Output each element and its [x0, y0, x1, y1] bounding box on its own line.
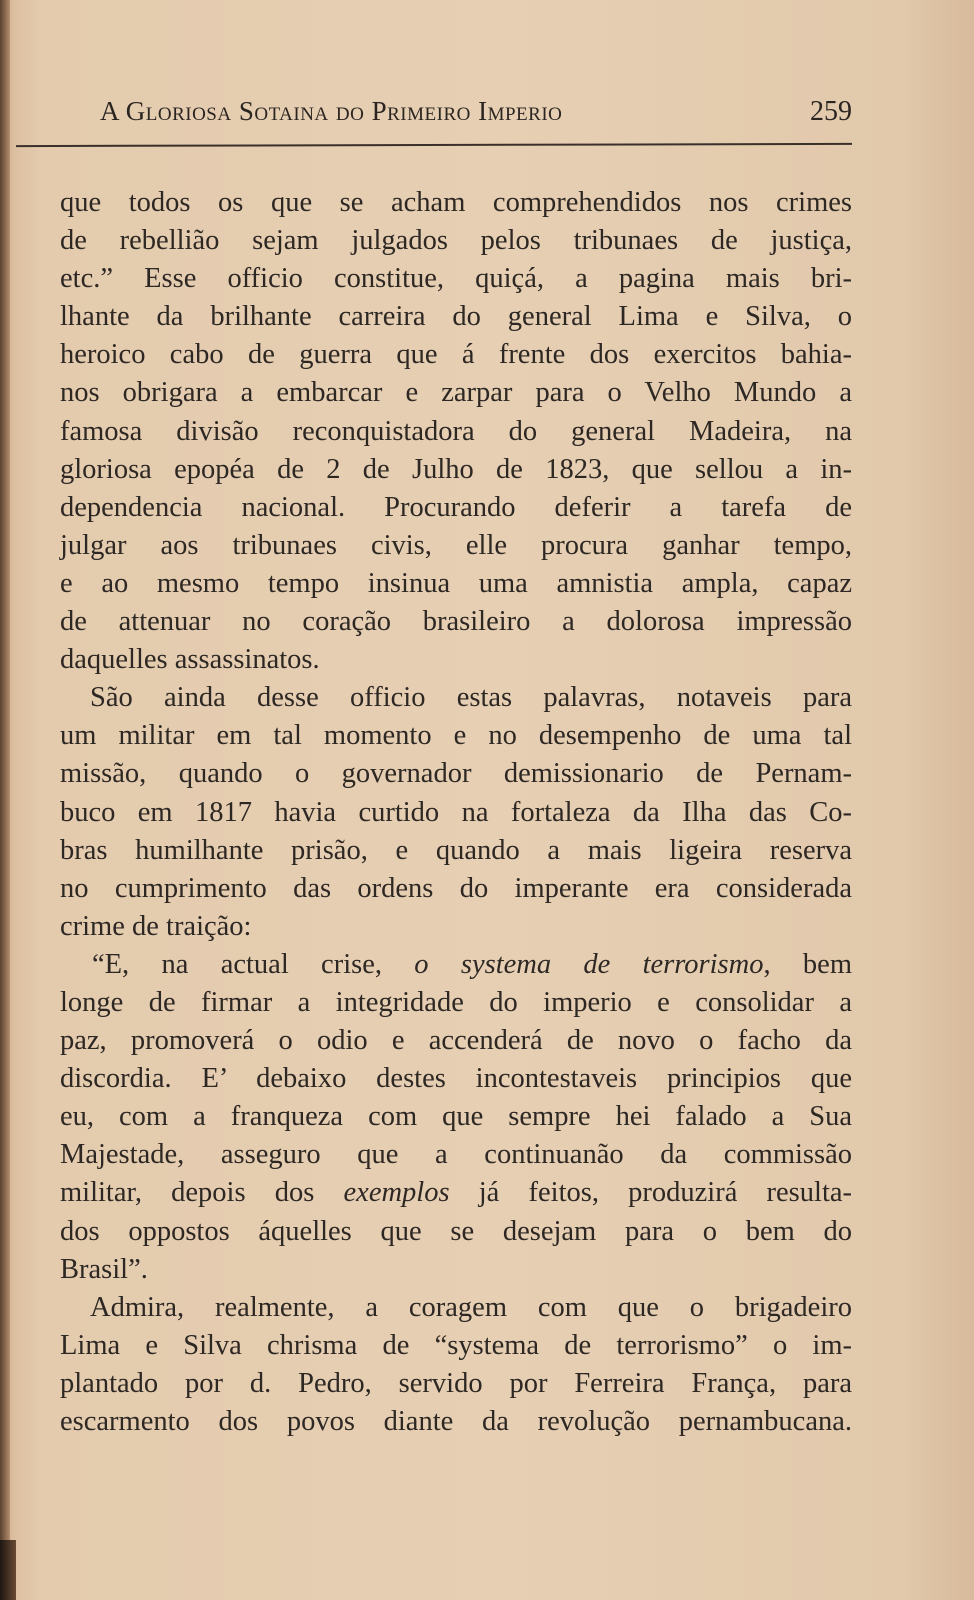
text-fragment: militar, depois dos — [60, 1177, 344, 1209]
quote-continue: , bem — [763, 948, 852, 980]
text-line: e ao mesmo tempo insinua uma amnistia ampla, capaz — [60, 567, 852, 599]
text-line-exemplos — [60, 1174, 852, 1212]
text-line: no cumprimento das ordens do imperante era considerada — [60, 872, 852, 904]
header-rule — [16, 143, 852, 147]
text-line: eu, com a franqueza com que sempre hei falado a Sua — [60, 1101, 852, 1133]
text-line: bras humilhante prisão, e quando a mais ligeira reserva — [60, 834, 852, 866]
quote-open: “E, na actual crise, — [92, 948, 415, 980]
text-line: São ainda desse officio estas palavras, notaveis para — [90, 682, 852, 714]
text-line: etc.” Esse officio constitue, quiçá, a pagina mais bri- — [60, 263, 852, 295]
running-title: A Gloriosa Sotaina do Primeiro Imperio — [100, 96, 563, 126]
text-line: escarmento dos povos diante da revolução pernambucana. — [60, 1406, 852, 1437]
text-line: de rebellião sejam julgados pelos tribunaes de justiça, — [60, 225, 852, 257]
text-line: Admira, realmente, a coragem com que o brigadeiro — [90, 1291, 852, 1323]
text-line: buco em 1817 havia curtido na fortaleza da Ilha das Co- — [60, 796, 852, 828]
text-fragment: já feitos, produzirá resulta- — [449, 1177, 852, 1209]
text-line: lhante da brilhante carreira do general Lima e Silva, o — [60, 301, 852, 333]
text-line: Majestade, asseguro que a continuanão da commissão — [60, 1139, 852, 1171]
text-line-quote-start — [92, 946, 852, 984]
text-line: dos oppostos áquelles que se desejam para o bem do — [60, 1215, 852, 1247]
text-line: missão, quando o governador demissionario de Pernam- — [60, 758, 852, 790]
text-line: Lima e Silva chrisma de “systema de terrorismo” o im- — [60, 1329, 852, 1361]
text-line: longe de firmar a integridade do imperio e consolidar a — [60, 986, 852, 1018]
page-header — [100, 96, 852, 136]
italic-phrase: o systema de terrorismo — [414, 948, 764, 980]
text-line: dependencia nacional. Procurando deferir a tarefa de — [60, 491, 852, 523]
text-line: nos obrigara a embarcar e zarpar para o Velho Mundo a — [60, 377, 852, 409]
italic-word: exemplos — [343, 1177, 450, 1209]
text-line: Brasil”. — [60, 1253, 148, 1285]
text-line: que todos os que se acham comprehendidos nos crimes — [60, 187, 852, 218]
book-spine-corner — [0, 1540, 16, 1600]
text-line: famosa divisão reconquistadora do general Madeira, na — [60, 415, 852, 447]
text-line: julgar aos tribunaes civis, elle procura ganhar tempo, — [60, 529, 852, 561]
text-line: de attenuar no coração brasileiro a dolorosa impressão — [60, 606, 852, 638]
text-line: daquelles assassinatos. — [60, 644, 320, 676]
page-number: 259 — [810, 96, 852, 127]
text-line: heroico cabo de guerra que á frente dos exercitos bahia- — [60, 339, 852, 371]
text-line: discordia. E’ debaixo destes incontestaveis principios que — [60, 1063, 852, 1095]
text-line: um militar em tal momento e no desempenho de uma tal — [60, 720, 852, 752]
book-spine-shadow — [0, 0, 10, 1600]
text-line: crime de traição: — [60, 910, 252, 942]
text-line: paz, promoverá o odio e accenderá de novo o facho da — [60, 1025, 852, 1057]
text-line: gloriosa epopéa de 2 de Julho de 1823, que sellou a in- — [60, 453, 852, 485]
page-body — [60, 184, 852, 1441]
text-line: plantado por d. Pedro, servido por Ferreira França, para — [60, 1367, 852, 1399]
